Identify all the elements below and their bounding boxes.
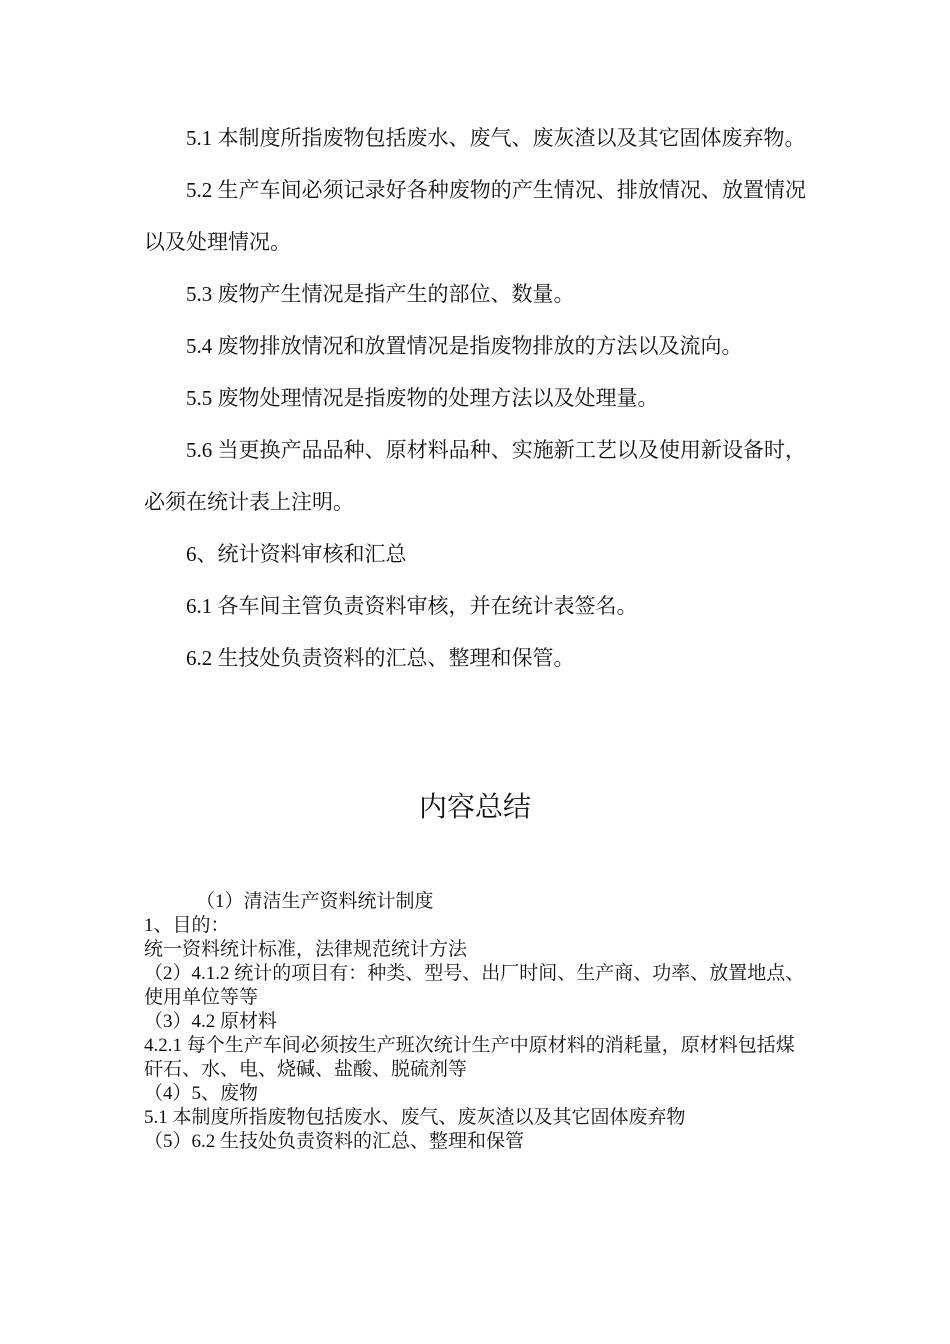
paragraph-5-5: 5.5 废物处理情况是指废物的处理方法以及处理量。 [186, 386, 659, 410]
summary-block [144, 890, 806, 1154]
summary-line: （4）5、废物 [144, 1083, 259, 1104]
body-text [144, 112, 806, 684]
summary-line: 统一资料统计标准，法律规范统计方法 [144, 939, 468, 960]
summary-line: （1）清洁生产资料统计制度 [196, 891, 434, 912]
paragraph-5-4: 5.4 废物排放情况和放置情况是指废物排放的方法以及流向。 [186, 334, 743, 358]
paragraph-5-2: 5.2 生产车间必须记录好各种废物的产生情况、排放情况、放置情况以及处理情况。 [144, 178, 806, 254]
summary-line: 1、目的： [144, 915, 230, 936]
summary-title: 内容总结 [418, 792, 531, 823]
heading-section-6: 6、统计资料审核和汇总 [186, 542, 407, 566]
paragraph-6-1: 6.1 各车间主管负责资料审核，并在统计表签名。 [186, 594, 638, 618]
summary-line: 4.2.1 每个生产车间必须按生产班次统计生产中原材料的消耗量，原材料包括煤矸石、水、电、烧碱、盐酸、脱硫剂等 [144, 1035, 795, 1080]
summary-line: （5）6.2 生技处负责资料的汇总、整理和保管 [144, 1131, 525, 1152]
paragraph-5-6: 5.6 当更换产品品种、原材料品种、实施新工艺以及使用新设备时，必须在统计表上注明。 [144, 438, 806, 514]
paragraph-6-2: 6.2 生技处负责资料的汇总、整理和保管。 [186, 646, 575, 670]
paragraph-5-3: 5.3 废物产生情况是指产生的部位、数量。 [186, 282, 575, 306]
summary-line: （3）4.2 原材料 [144, 1011, 278, 1032]
summary-line: 5.1 本制度所指废物包括废水、废气、废灰渣以及其它固体废弃物 [144, 1107, 686, 1128]
paragraph-5-1: 5.1 本制度所指废物包括废水、废气、废灰渣以及其它固体废弃物。 [186, 126, 806, 150]
summary-line: （2）4.1.2 统计的项目有：种类、型号、出厂时间、生产商、功率、放置地点、使用单位等等 [144, 963, 805, 1008]
